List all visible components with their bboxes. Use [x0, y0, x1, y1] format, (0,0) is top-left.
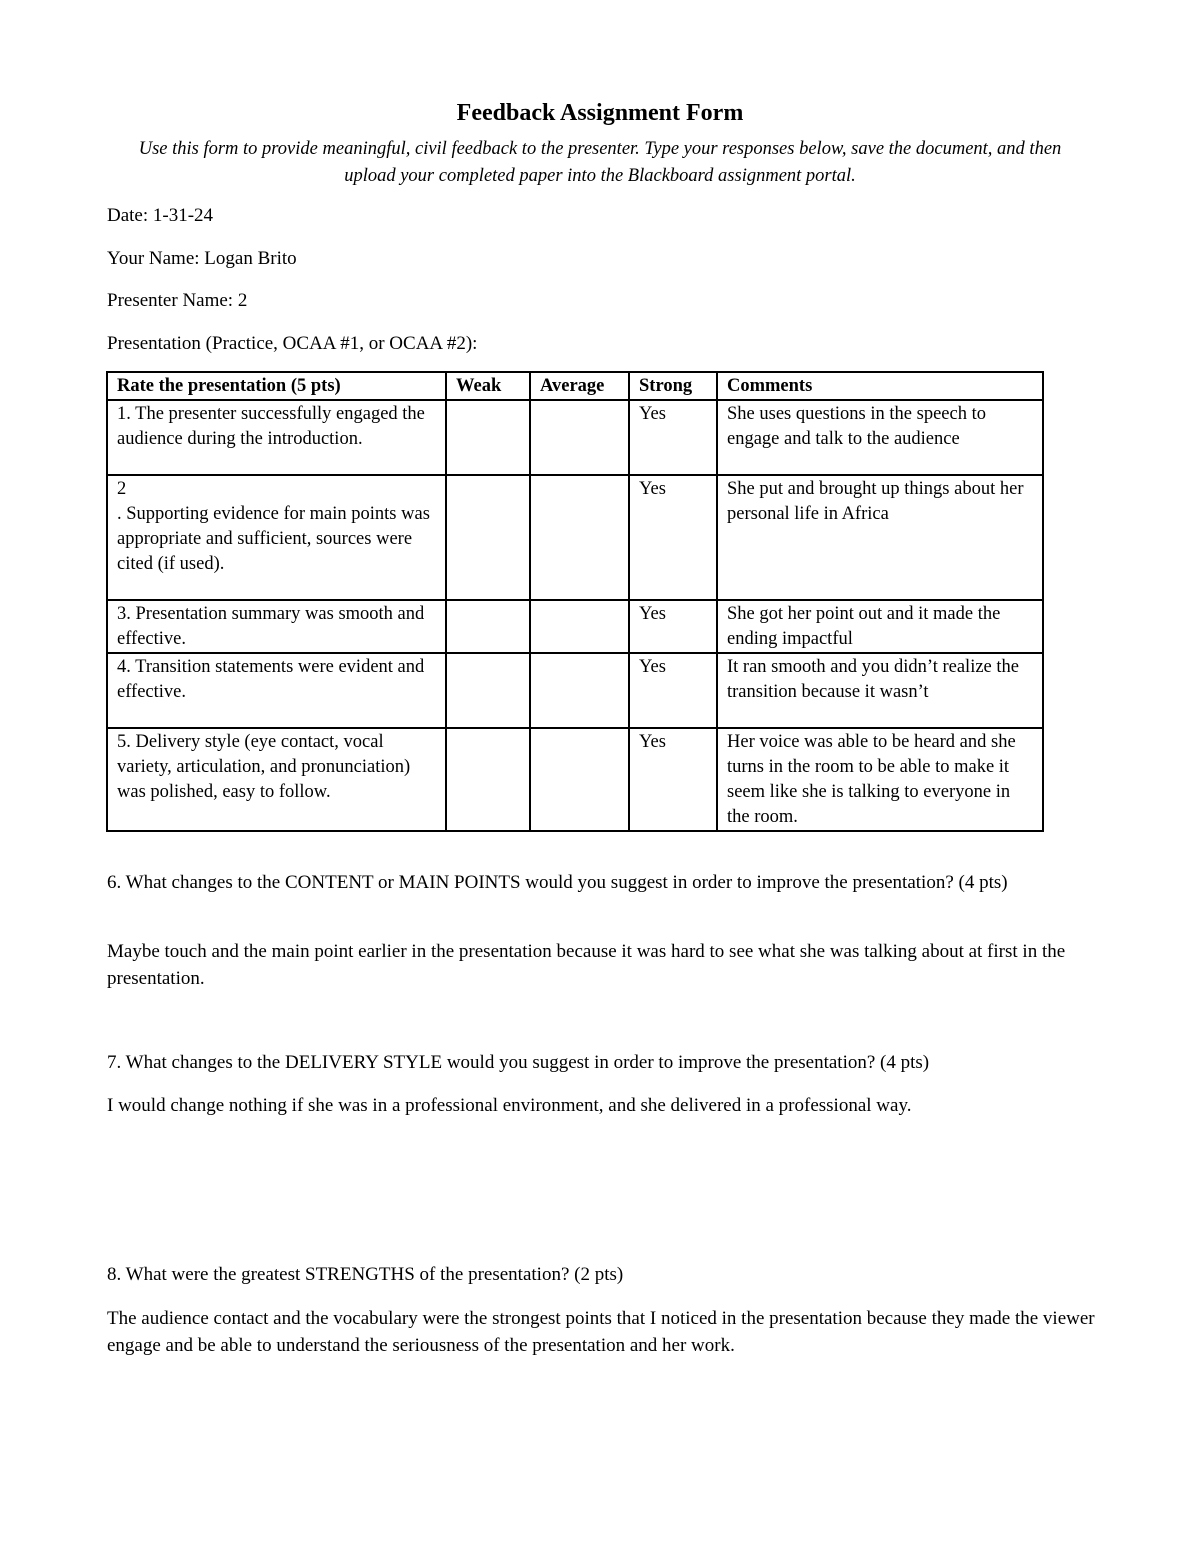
- date-field[interactable]: Date: 1-31-24: [107, 205, 214, 226]
- rating-table: [106, 371, 1044, 832]
- header-criterion: Rate the presentation (5 pts): [107, 372, 446, 400]
- weak-cell[interactable]: [446, 600, 530, 653]
- question-7: 7. What changes to the DELIVERY STYLE would you suggest in order to improve the presentation? (4 pts): [107, 1052, 930, 1073]
- answer-8[interactable]: The audience contact and the vocabulary were the strongest points that I noticed in the presentation because they made the viewer engage and be able to understand the seriousness of the presentation and her work.: [107, 1308, 1095, 1356]
- strong-cell[interactable]: Yes: [629, 653, 717, 728]
- form-title: Feedback Assignment Form: [456, 100, 744, 126]
- strong-cell[interactable]: Yes: [629, 600, 717, 653]
- comment-cell[interactable]: Her voice was able to be heard and she turns in the room to be able to make it seem like she is talking to everyone in the room.: [717, 728, 1043, 831]
- strong-cell[interactable]: Yes: [629, 400, 717, 475]
- criterion-number: 2: [117, 479, 127, 499]
- weak-cell[interactable]: [446, 475, 530, 600]
- criterion-cell: 4. Transition statements were evident and effective.: [107, 653, 446, 728]
- table-row: [107, 728, 1043, 831]
- header-strong: Strong: [629, 372, 717, 400]
- presenter-name-field[interactable]: Presenter Name: 2: [107, 290, 248, 311]
- comment-cell[interactable]: She put and brought up things about her personal life in Africa: [717, 475, 1043, 600]
- answer-7[interactable]: I would change nothing if she was in a professional environment, and she delivered in a professional way.: [107, 1095, 912, 1116]
- criterion-cell: 3. Presentation summary was smooth and effective.: [107, 600, 446, 653]
- weak-cell[interactable]: [446, 400, 530, 475]
- header-comments: Comments: [717, 372, 1043, 400]
- weak-cell[interactable]: [446, 728, 530, 831]
- comment-cell[interactable]: It ran smooth and you didn’t realize the transition because it wasn’t: [717, 653, 1043, 728]
- table-row: [107, 400, 1043, 475]
- header-average: Average: [530, 372, 629, 400]
- average-cell[interactable]: [530, 400, 629, 475]
- form-instructions: Use this form to provide meaningful, civil feedback to the presenter. Type your responses below, save the document, and then upload your completed paper into the Blackboard assignment portal.: [138, 139, 1062, 186]
- criterion-cell: [107, 475, 446, 600]
- header-weak: Weak: [446, 372, 530, 400]
- question-6: 6. What changes to the CONTENT or MAIN POINTS would you suggest in order to improve the presentation? (4 pts): [107, 872, 1008, 893]
- average-cell[interactable]: [530, 653, 629, 728]
- table-row: [107, 600, 1043, 653]
- table-row: [107, 475, 1043, 600]
- average-cell[interactable]: [530, 728, 629, 831]
- average-cell[interactable]: [530, 600, 629, 653]
- table-header-row: [107, 372, 1043, 400]
- strong-cell[interactable]: Yes: [629, 728, 717, 831]
- comment-cell[interactable]: She uses questions in the speech to engage and talk to the audience: [717, 400, 1043, 475]
- presentation-type-field[interactable]: Presentation (Practice, OCAA #1, or OCAA #2):: [107, 333, 478, 354]
- comment-cell[interactable]: She got her point out and it made the ending impactful: [717, 600, 1043, 653]
- question-8: 8. What were the greatest STRENGTHS of the presentation? (2 pts): [107, 1264, 624, 1285]
- weak-cell[interactable]: [446, 653, 530, 728]
- answer-6[interactable]: Maybe touch and the main point earlier in the presentation because it was hard to see what she was talking about at first in the presentation.: [107, 941, 1066, 989]
- criterion-cell: 1. The presenter successfully engaged the audience during the introduction.: [107, 400, 446, 475]
- criterion-text: . Supporting evidence for main points was appropriate and sufficient, sources were cited (if used).: [117, 504, 430, 574]
- criterion-cell: 5. Delivery style (eye contact, vocal variety, articulation, and pronunciation) was polished, easy to follow.: [107, 728, 446, 831]
- your-name-field[interactable]: Your Name: Logan Brito: [107, 248, 297, 269]
- average-cell[interactable]: [530, 475, 629, 600]
- table-row: [107, 653, 1043, 728]
- strong-cell[interactable]: Yes: [629, 475, 717, 600]
